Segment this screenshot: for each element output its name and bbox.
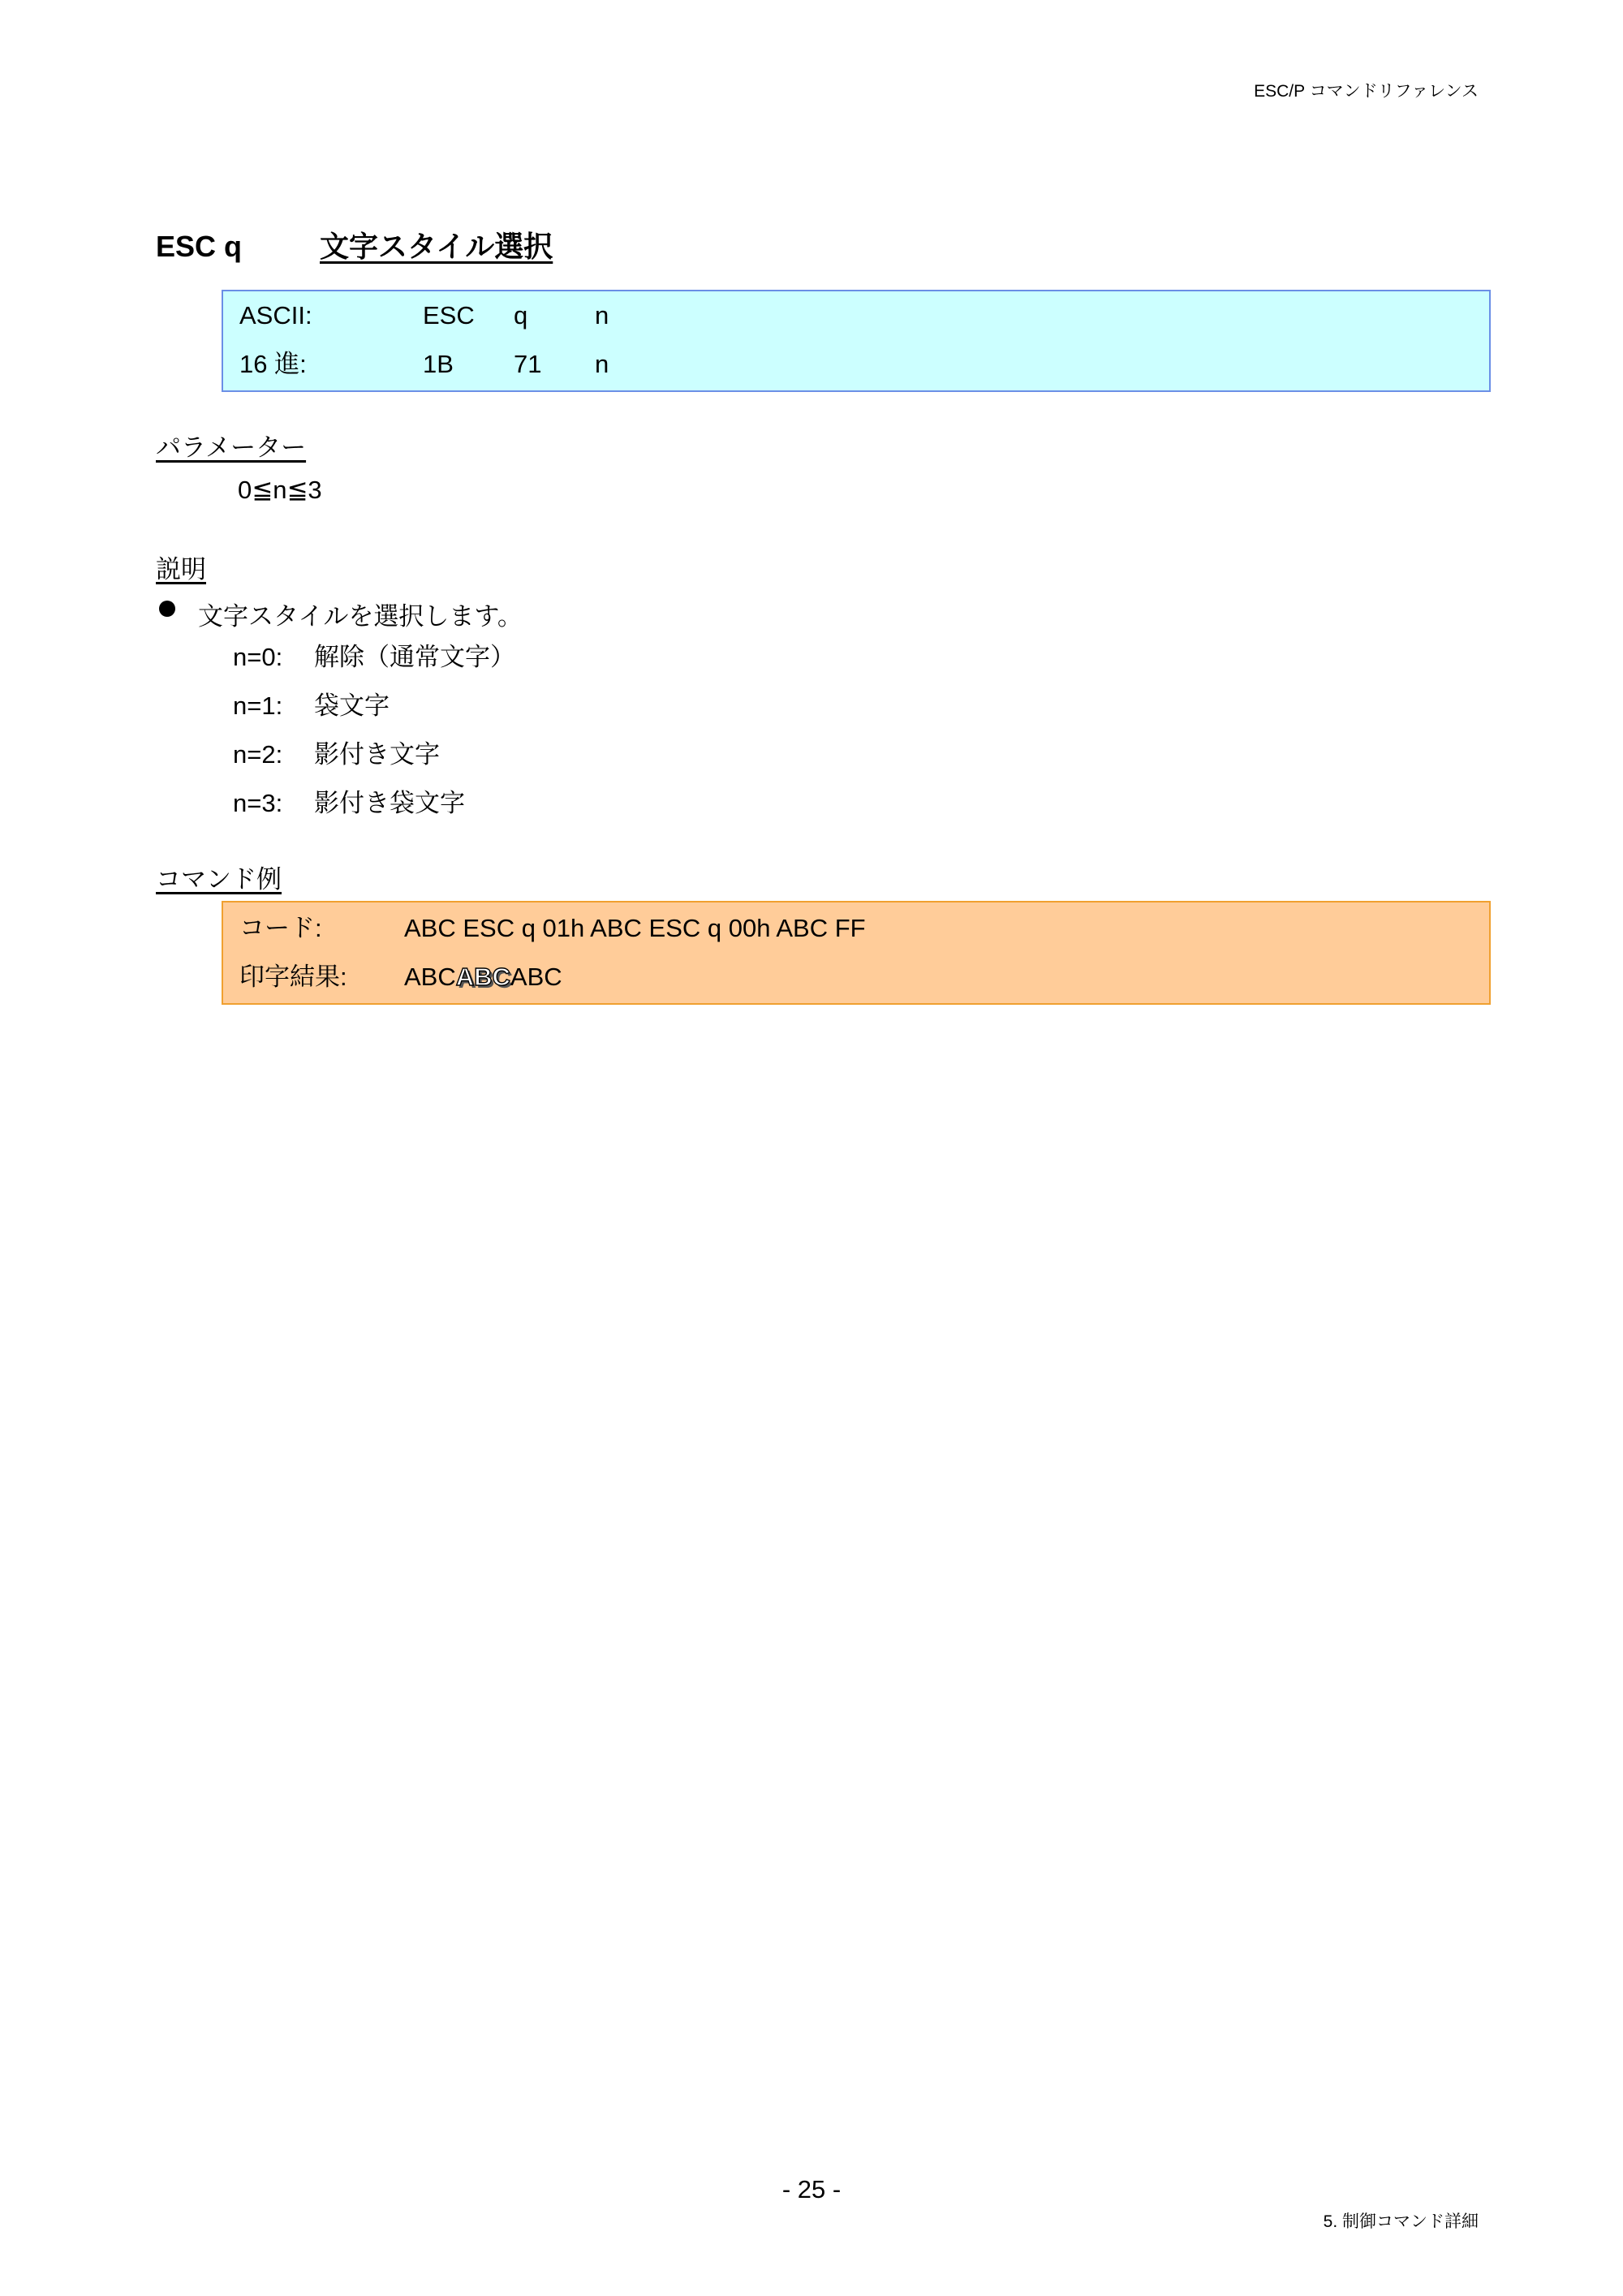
- option-row: [233, 641, 515, 674]
- title-name: 文字スタイル選択: [320, 230, 553, 263]
- result-outline-text: ABC: [455, 963, 510, 991]
- example-result-value: [404, 961, 562, 993]
- option-key: n=3:: [233, 789, 283, 817]
- header-reference-title: ESC/P コマンドリファレンス: [1254, 82, 1479, 101]
- option-value: 影付き袋文字: [314, 789, 465, 817]
- syntax-value: n: [595, 350, 609, 378]
- footer-section-title: 5. 制御コマンド詳細: [1323, 2212, 1479, 2231]
- title-command: ESC q: [156, 230, 243, 263]
- syntax-box: [222, 290, 1491, 392]
- syntax-label: ASCII:: [239, 301, 312, 330]
- option-value: 影付き文字: [314, 740, 440, 769]
- example-result-label: 印字結果:: [239, 963, 347, 991]
- option-value: 解除（通常文字）: [314, 643, 515, 671]
- example-heading: コマンド例: [156, 865, 282, 894]
- example-code-label: コード:: [239, 914, 322, 942]
- example-code-value: ABC ESC q 01h ABC ESC q 00h ABC FF: [404, 914, 866, 942]
- syntax-value: q: [514, 301, 528, 330]
- syntax-value: ESC: [423, 301, 475, 330]
- parameter-range: 0≦n≦3: [238, 476, 322, 504]
- syntax-label: 16 進:: [239, 350, 307, 378]
- option-row: [233, 787, 465, 820]
- description-text: 文字スタイルを選択します。: [198, 602, 523, 631]
- option-value: 袋文字: [314, 691, 390, 720]
- syntax-value: n: [595, 301, 609, 330]
- result-normal-text: ABC: [510, 963, 562, 991]
- page-title: [156, 224, 553, 265]
- option-row: [233, 690, 390, 722]
- option-key: n=0:: [233, 643, 283, 671]
- bullet-icon: [159, 601, 175, 617]
- page-number: - 25 -: [781, 2175, 842, 2203]
- result-normal-text: ABC: [404, 963, 456, 991]
- option-key: n=1:: [233, 691, 283, 720]
- description-heading: 説明: [156, 555, 206, 584]
- option-row: [233, 739, 440, 771]
- example-box: [222, 901, 1491, 1005]
- syntax-value: 71: [514, 350, 542, 378]
- option-key: n=2:: [233, 740, 283, 769]
- syntax-value: 1B: [423, 350, 454, 378]
- parameters-heading: パラメーター: [156, 433, 307, 462]
